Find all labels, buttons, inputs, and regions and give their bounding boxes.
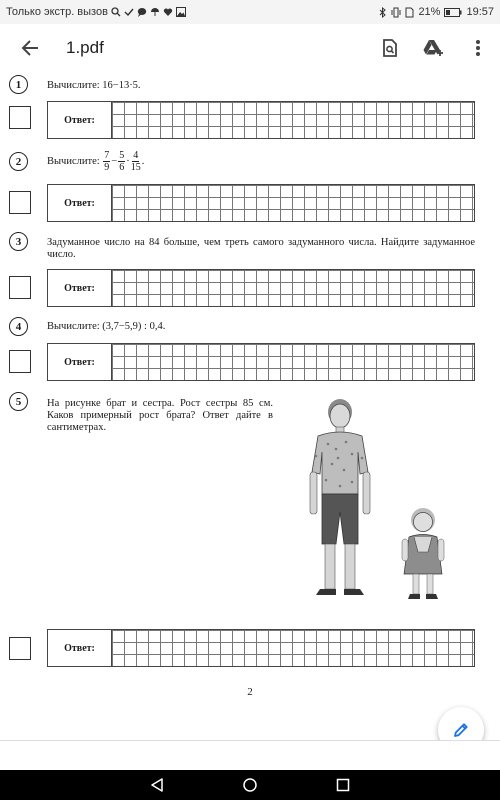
task-text: Вычислите: 16−13·5. (47, 80, 141, 91)
answer-field[interactable] (47, 101, 475, 139)
fraction: $\frac{7}{9}$ (104, 150, 110, 173)
nav-recents-button[interactable] (323, 770, 363, 800)
nav-home-button[interactable] (230, 770, 270, 800)
system-nav-bar (0, 770, 500, 800)
battery-percent: 21% (418, 6, 441, 18)
status-bar (0, 0, 500, 24)
nav-back-button[interactable] (137, 770, 177, 800)
more-vert-icon (475, 39, 481, 57)
add-to-drive-button[interactable] (412, 24, 456, 72)
answer-field[interactable] (47, 629, 475, 667)
task-text: Вычислите: (3,7−5,9) : 0,4. (47, 321, 166, 332)
page-number: 2 (247, 686, 253, 698)
triangle-back-icon (150, 778, 164, 792)
search-document-icon (382, 39, 398, 57)
square-recents-icon (336, 778, 350, 792)
answer-grid (112, 102, 474, 138)
answer-grid (112, 630, 474, 666)
score-box (9, 276, 31, 299)
answer-grid (112, 185, 474, 221)
task-text: На рисунке брат и сестра. Рост сестры 85 см. Каков примерный рост брата? Ответ дайте в сантиметрах. (47, 398, 273, 433)
app-bar (0, 24, 500, 72)
battery-icon (444, 8, 462, 17)
sister-figure (402, 508, 444, 599)
circle-home-icon (243, 778, 257, 792)
umbrella-status-icon (150, 7, 160, 17)
answer-label: Ответ: (48, 270, 112, 306)
answer-label: Ответ: (48, 344, 112, 380)
status-right (379, 6, 494, 18)
answer-field[interactable] (47, 184, 475, 222)
pdf-page[interactable] (0, 72, 500, 740)
fraction: $\frac{5}{6}$ (119, 150, 125, 173)
carrier-text: Только экстр. вызов (6, 6, 108, 18)
task-number: 5 (9, 392, 28, 411)
drive-add-icon (423, 39, 445, 57)
task-text-prefix: Вычислите: (47, 155, 100, 167)
brother-sister-illustration (296, 394, 456, 619)
answer-field[interactable] (47, 269, 475, 307)
answer-label: Ответ: (48, 102, 112, 138)
search-in-file-button[interactable] (368, 24, 412, 72)
answer-grid (112, 270, 474, 306)
chat-status-icon (137, 7, 147, 17)
image-status-icon (176, 7, 186, 17)
task-number: 4 (9, 317, 28, 336)
bluetooth-icon (379, 7, 387, 18)
fraction: $\frac{4}{15}$ (130, 150, 141, 173)
clock-time: 19:57 (466, 6, 494, 18)
app-actions (368, 24, 500, 72)
brother-figure (310, 399, 370, 595)
search-status-icon (111, 7, 121, 17)
task-number: 1 (9, 75, 28, 94)
task-number: 2 (9, 152, 28, 171)
check-status-icon (124, 7, 134, 17)
score-box (9, 350, 31, 373)
task-number: 3 (9, 232, 28, 251)
back-button[interactable] (6, 24, 54, 72)
pencil-icon (452, 721, 470, 739)
task-text: Задуманное число на 84 больше, чем треть самого задуманного числа. Найдите задуманное число. (47, 237, 475, 260)
more-options-button[interactable] (456, 24, 500, 72)
answer-label: Ответ: (48, 185, 112, 221)
sim-icon (405, 7, 414, 18)
score-box (9, 637, 31, 660)
score-box (9, 106, 31, 129)
vibrate-icon (391, 7, 401, 18)
bottom-spacer (0, 741, 500, 770)
status-left (6, 6, 186, 18)
file-title: 1.pdf (66, 38, 104, 57)
arrow-left-icon (21, 40, 39, 56)
answer-label: Ответ: (48, 630, 112, 666)
answer-grid (112, 344, 474, 380)
heart-status-icon (163, 7, 173, 17)
score-box (9, 191, 31, 214)
task-text: Вычислите: $\frac{7}{9}$ − $\frac{5}{6}$ · $\frac{4}{15}$ . (47, 150, 145, 173)
answer-field[interactable] (47, 343, 475, 381)
